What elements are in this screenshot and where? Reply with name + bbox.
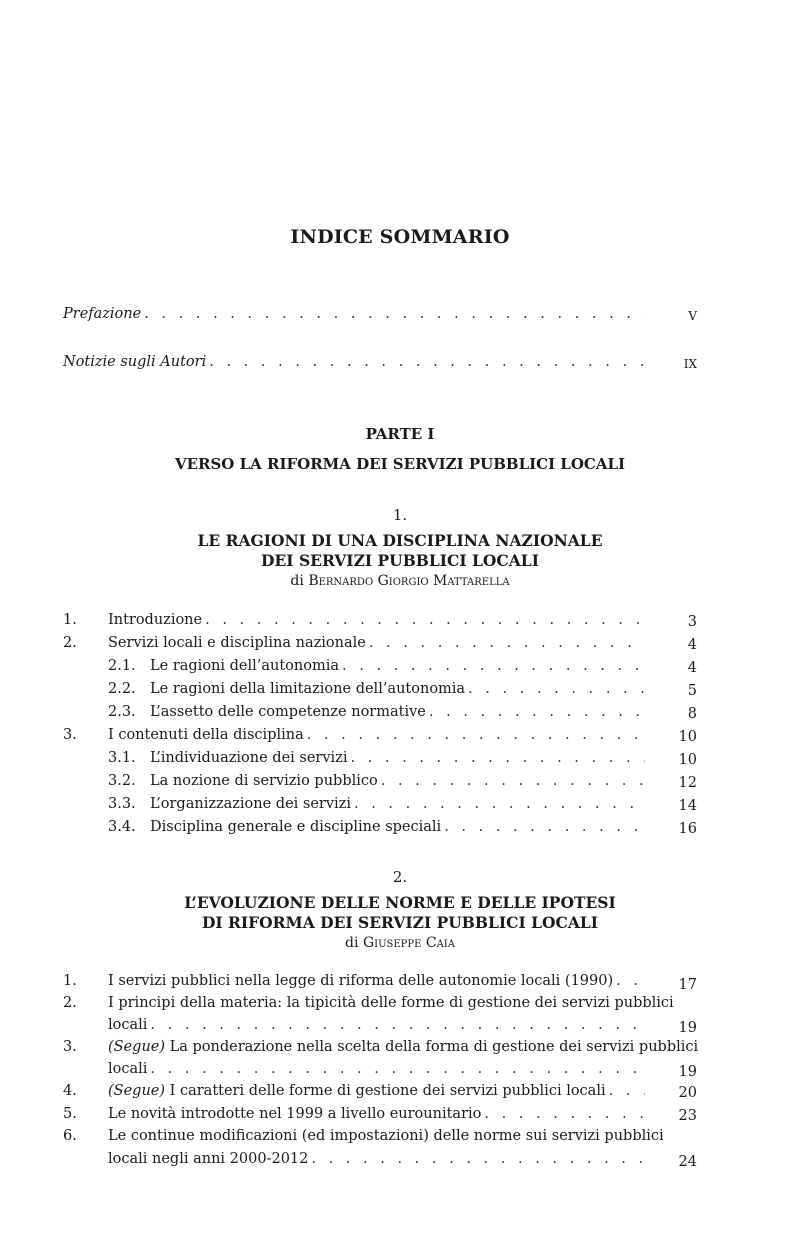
chapter-author [0,573,800,589]
entry-page: 24 [678,1154,697,1170]
entry-text: La ponderazione nella scelta della forma di gestione dei servizi pubblici [165,1039,699,1055]
toc-entry [108,973,645,989]
entry-page: 19 [678,1020,697,1036]
entry-page: 8 [687,706,697,722]
leader-dots [366,635,645,651]
entry-text: Disciplina generale e discipline speciali [150,819,442,835]
toc-entry [108,1061,645,1077]
toc-entry-notizie [63,354,645,370]
entry-text: L’individuazione dei servizi [150,750,348,766]
entry-text-line: I principi della materia: la tipicità delle forme di gestione dei servizi pubblici [108,995,674,1011]
entry-text: Le novità introdotte nel 1999 a livello eurounitario [108,1106,482,1122]
entry-number: 3. [63,1039,77,1055]
entry-number: 3. [63,727,77,743]
chapter-title-line: L’EVOLUZIONE DELLE NORME E DELLE IPOTESI [184,893,616,912]
leader-dots [351,796,645,812]
leader-dots [147,1061,645,1077]
toc-entry [150,750,645,766]
entry-page: 4 [687,637,697,653]
entry-text-line [108,1083,606,1099]
toc-entry [108,727,645,743]
toc-entry [108,635,645,651]
entry-text: I servizi pubblici nella legge di riforma delle autonomie locali (1990) [108,973,614,989]
entry-number: 2.1. [108,658,136,674]
leader-dots [465,681,645,697]
chapter-title-line: DEI SERVIZI PUBBLICI LOCALI [261,551,539,570]
entry-number: 1. [63,612,77,628]
toc-entry-prefazione [63,306,645,322]
leader-dots [304,727,645,743]
entry-number: 3.1. [108,750,136,766]
entry-text: Le ragioni dell’autonomia [150,658,340,674]
author-name: Bernardo Giorgio Mattarella [308,573,510,589]
entry-page: 10 [678,752,697,768]
entry-text: I caratteri delle forme di gestione dei servizi pubblici locali [165,1083,606,1099]
entry-number: 1. [63,973,77,989]
leader-dots [441,819,645,835]
entry-text-line [108,1039,699,1055]
entry-text: L’organizzazione dei servizi [150,796,351,812]
entry-text: L’assetto delle competenze normative [150,704,426,720]
leader-dots [378,773,645,789]
entry-number: 2.2. [108,681,136,697]
leader-dots [481,1106,645,1122]
entry-number: 2. [63,995,77,1011]
toc-entry [150,681,645,697]
entry-text: Prefazione [63,306,142,322]
entry-page: 10 [678,729,697,745]
toc-entry [108,1151,645,1167]
entry-page: IX [683,357,697,371]
entry-number: 2. [63,635,77,651]
entry-text: locali [108,1061,148,1077]
toc-entry [150,773,645,789]
entry-page: 19 [678,1064,697,1080]
entry-page: 16 [678,821,697,837]
chapter-number: 1. [392,506,408,524]
entry-text-line: Le continue modificazioni (ed impostazioni) delle norme sui servizi pubblici [108,1128,664,1144]
entry-number: 3.4. [108,819,136,835]
entry-text: Introduzione [108,612,203,628]
chapter-author [0,935,800,951]
toc-entry [150,658,645,674]
leader-dots [606,1083,645,1099]
leader-dots [613,973,645,989]
author-name: Giuseppe Caia [362,935,455,951]
chapter-title-line: DI RIFORMA DEI SERVIZI PUBBLICI LOCALI [201,913,599,932]
entry-page: 5 [687,683,697,699]
leader-dots [202,612,645,628]
leader-dots [147,1017,645,1033]
entry-number: 5. [63,1106,77,1122]
toc-entry [150,819,645,835]
entry-text: La nozione di servizio pubblico [150,773,378,789]
author-prefix: di [345,935,359,951]
toc-entry [108,1017,645,1033]
segue-label: (Segue) [108,1039,166,1055]
author-prefix: di [290,573,304,589]
entry-number: 3.2. [108,773,136,789]
leader-dots [206,354,645,370]
entry-text: Le ragioni della limitazione dell’autonomia [150,681,466,697]
entry-page: 3 [687,614,697,630]
page-title: INDICE SOMMARIO [290,226,510,248]
toc-entry [150,704,645,720]
entry-number: 3.3. [108,796,136,812]
segue-label: (Segue) [108,1083,166,1099]
toc-entry [108,1106,645,1122]
entry-text: Servizi locali e disciplina nazionale [108,635,366,651]
entry-text: locali negli anni 2000-2012 [108,1151,309,1167]
leader-dots [426,704,645,720]
entry-text: I contenuti della disciplina [108,727,304,743]
entry-number: 6. [63,1128,77,1144]
entry-page: 12 [678,775,697,791]
toc-entry [108,612,645,628]
entry-page: 4 [687,660,697,676]
entry-text: locali [108,1017,148,1033]
entry-page: 17 [678,977,697,993]
entry-number: 4. [63,1083,77,1099]
entry-page: 14 [678,798,697,814]
chapter-number: 2. [392,868,408,886]
entry-page: 23 [678,1108,697,1124]
toc-entry [108,1083,645,1099]
part-number: PARTE I [365,425,435,443]
entry-text: Notizie sugli Autori [63,354,207,370]
entry-page: V [688,309,697,323]
leader-dots [308,1151,645,1167]
leader-dots [347,750,645,766]
chapter-title-line: LE RAGIONI DI UNA DISCIPLINA NAZIONALE [197,531,603,550]
toc-entry [150,796,645,812]
leader-dots [339,658,645,674]
leader-dots [141,306,645,322]
part-title: VERSO LA RIFORMA DEI SERVIZI PUBBLICI LOCALI [174,455,626,473]
entry-number: 2.3. [108,704,136,720]
entry-page: 20 [678,1085,697,1101]
